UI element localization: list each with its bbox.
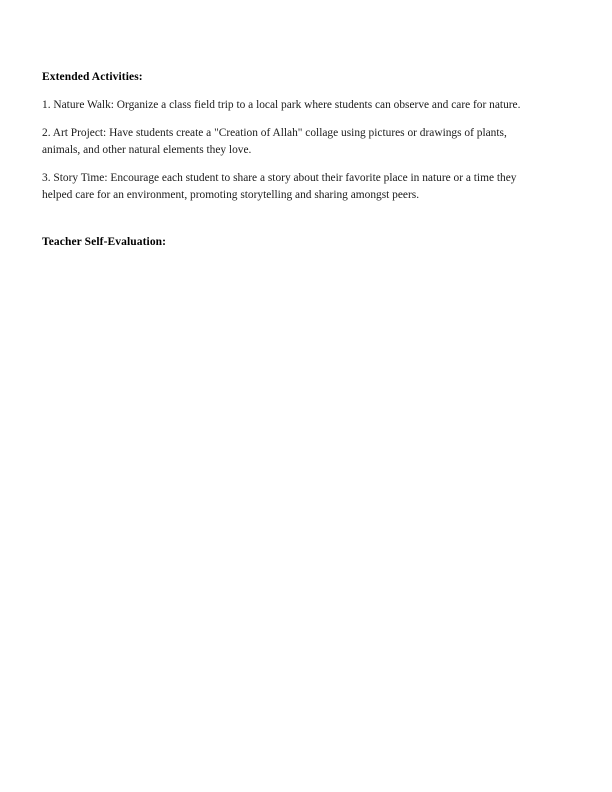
document-body [42, 70, 538, 249]
spacer [42, 204, 538, 235]
spacer [42, 159, 538, 170]
section-heading-extended-activities: Extended Activities: [42, 71, 143, 83]
paragraph-story-time: 3. Story Time: Encourage each student to share a story about their favorite place in nature or a time they helped care for an environment, promoting storytelling and sharing amongst peers. [42, 172, 517, 201]
spacer [42, 114, 538, 125]
paragraph-art-project: 2. Art Project: Have students create a "Creation of Allah" collage using pictures or drawings of plants, animals, and other natural elements they love. [42, 127, 507, 156]
paragraph-nature-walk: 1. Nature Walk: Organize a class field trip to a local park where students can observe and care for nature. [42, 99, 521, 111]
section-heading-teacher-self-evaluation: Teacher Self-Evaluation: [42, 236, 167, 248]
spacer [42, 84, 538, 97]
